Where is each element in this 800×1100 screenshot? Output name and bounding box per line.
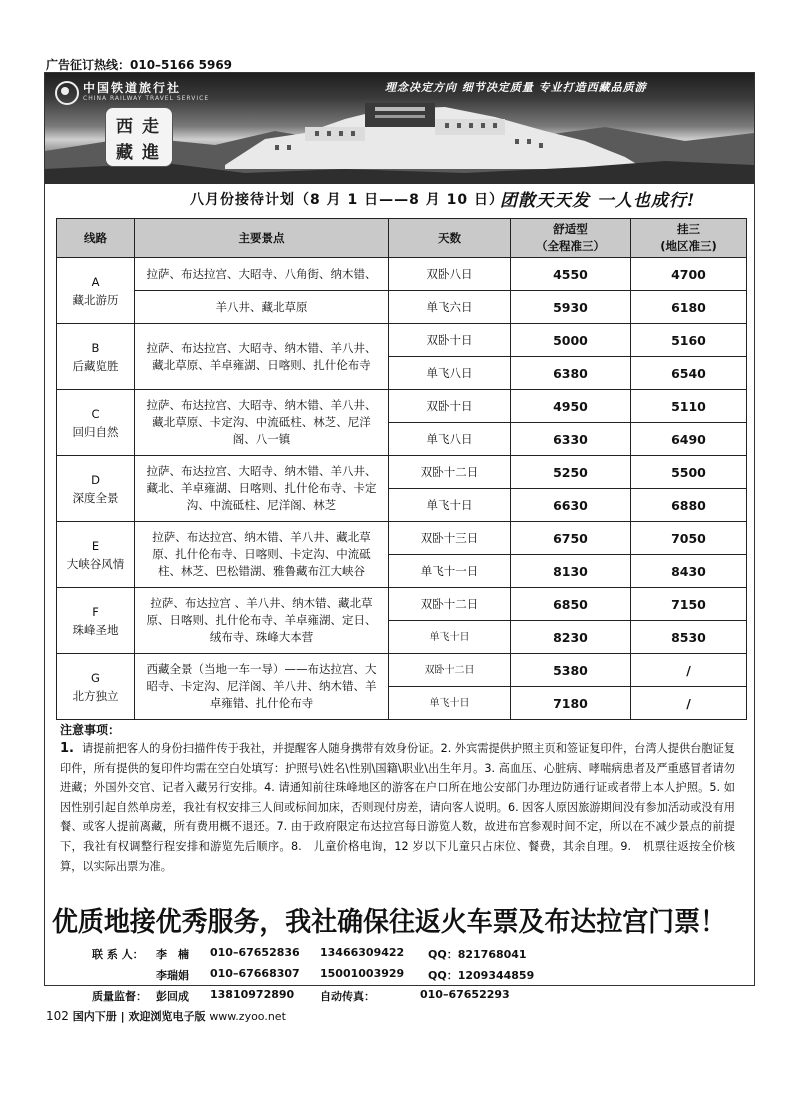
footer-tagline: 欢迎浏览电子版 [128,1010,206,1023]
page-number: 102 [46,1009,69,1023]
price-comfort: 5930 [511,291,631,324]
contact-phone: 010–67668307 [210,967,300,980]
days-cell: 单飞八日 [389,423,511,456]
header-comfort: 舒适型 （全程准三） [511,219,631,258]
contact-mobile: 15001003929 [320,967,405,980]
days-cell: 单飞十一日 [389,555,511,588]
days-cell: 双卧十日 [389,324,511,357]
price-gua: 8430 [631,555,747,588]
days-cell: 单飞六日 [389,291,511,324]
table-row [57,522,747,555]
banner-slogan: 理念决定方向 细节决定质量 专业打造西藏品质游 [385,81,647,94]
header-sights: 主要景点 [135,219,389,258]
days-cell: 双卧十日 [389,390,511,423]
price-comfort: 6850 [511,588,631,621]
supervisor-name: 彭回成 [156,990,189,1003]
section-name: 国内下册 [72,1010,117,1023]
notes-body [60,739,735,876]
days-cell: 双卧十二日 [389,588,511,621]
price-gua: 8530 [631,621,747,654]
header-gua: 挂三 (地区准三) [631,219,747,258]
sights-cell: 拉萨、布达拉宫 、羊八井、纳木错、藏北草原、日喀则、扎什伦布寺、羊卓雍湖、定日、绒布寺、珠峰大本营 [135,588,389,654]
price-comfort: 6750 [511,522,631,555]
price-gua: 6540 [631,357,747,390]
price-gua: 6490 [631,423,747,456]
sights-cell: 拉萨、布达拉宫、大昭寺、八角街、纳木错、 [135,258,389,291]
table-row [57,390,747,423]
route-cell: B 后藏览胜 [57,324,135,390]
days-cell: 单飞十日 [389,489,511,522]
table-row [57,588,747,621]
price-gua: / [631,687,747,720]
route-cell: C 回归自然 [57,390,135,456]
route-cell: A 藏北游历 [57,258,135,324]
sights-cell: 羊八井、藏北草原 [135,291,389,324]
price-gua: 6880 [631,489,747,522]
price-gua: 6180 [631,291,747,324]
price-comfort: 8130 [511,555,631,588]
plan-title: 八月份接待计划（8 月 1 日——8 月 10 日） [190,192,504,208]
price-comfort: 6630 [511,489,631,522]
contact-phone: 010–67652836 [210,946,300,959]
contact-qq: QQ：1209344859 [428,969,535,982]
seal-char: 進 [142,143,159,163]
table-row [57,324,747,357]
sights-cell: 拉萨、布达拉宫、大昭寺、纳木错、羊八井、藏北草原、卡定沟、中流砥柱、林芝、尼洋阁、八一镇 [135,390,389,456]
route-cell: F 珠峰圣地 [57,588,135,654]
notes-number: 1. [60,741,74,756]
days-cell: 双卧十三日 [389,522,511,555]
company-name-en: CHINA RAILWAY TRAVEL SERVICE [83,95,210,102]
sights-cell: 西藏全景（当地一车一导）——布达拉宫、大昭寺、卡定沟、尼洋阁、羊八井、纳木错、羊卓雍错、扎什伦布寺 [135,654,389,720]
price-gua: 5500 [631,456,747,489]
table-header-row [57,219,747,258]
days-cell: 单飞十日 [389,621,511,654]
banner [45,73,754,184]
page-footer [46,1008,286,1024]
sights-cell: 拉萨、布达拉宫、大昭寺、纳木错、羊八井、藏北、羊卓雍湖、日喀则、扎什伦布寺、卡定沟、中流砥柱、尼洋阁、林芝 [135,456,389,522]
supervise-label: 质量监督： [92,990,147,1003]
price-gua: 4700 [631,258,747,291]
contact-mobile: 13466309422 [320,946,405,959]
fax-number: 010–67652293 [420,988,510,1001]
tour-price-table [56,218,747,720]
company-name-cn: 中国铁道旅行社 [83,81,182,95]
seal-char: 藏 [116,143,133,163]
price-comfort: 5250 [511,456,631,489]
price-gua: 5160 [631,324,747,357]
price-gua: 7150 [631,588,747,621]
table-row [57,291,747,324]
table-row [57,654,747,687]
price-gua: / [631,654,747,687]
sights-cell: 拉萨、布达拉宫、大昭寺、纳木错、羊八井、藏北草原、羊卓雍湖、日喀则、扎什伦布寺 [135,324,389,390]
website-link[interactable]: www.zyoo.net [209,1010,286,1023]
company-logo-icon [55,81,79,105]
route-cell: G 北方独立 [57,654,135,720]
header-days: 天数 [389,219,511,258]
contact-label: 联 系 人： [92,948,144,961]
days-cell: 双卧八日 [389,258,511,291]
days-cell: 单飞八日 [389,357,511,390]
route-cell: D 深度全景 [57,456,135,522]
price-gua: 7050 [631,522,747,555]
seal-badge [105,107,173,167]
route-cell: E 大峡谷风情 [57,522,135,588]
service-guarantee: 优质地接优秀服务，我社确保往返火车票及布达拉宫门票！ [52,907,726,938]
footer-divider: | [120,1010,125,1023]
ad-hotline: 广告征订热线：010–5166 5969 [46,58,233,72]
seal-char: 走 [142,117,159,137]
price-comfort: 6380 [511,357,631,390]
price-comfort: 7180 [511,687,631,720]
days-cell: 双卧十二日 [389,456,511,489]
table-row [57,456,747,489]
contact-person: 李 楠 [156,948,189,961]
table-row [57,258,747,291]
price-comfort: 5000 [511,324,631,357]
seal-char: 西 [116,117,133,137]
fax-label: 自动传真： [320,990,375,1003]
price-comfort: 4950 [511,390,631,423]
contact-qq: QQ：821768041 [428,948,527,961]
contact-person: 李瑞娟 [156,969,189,982]
price-comfort: 6330 [511,423,631,456]
sights-cell: 拉萨、布达拉宫、纳木错、羊八井、藏北草原、扎什伦布寺、日喀则、卡定沟、中流砥柱、林芝、巴松错湖、雅鲁藏布江大峡谷 [135,522,389,588]
days-cell: 双卧十二日 [389,654,511,687]
supervisor-phone: 13810972890 [210,988,295,1001]
price-gua: 5110 [631,390,747,423]
notes-text: 请提前把客人的身份扫描件传于我社，并提醒客人随身携带有效身份证。2. 外宾需提供护照主页和签证复印件，台湾人提供台胞证复印件，所有提供的复印件均需在空白处填写：护照号\姓名\性别\国籍\职业\出生年月。3. 高血压、心脏病、哮喘病患者及严重感冒者请勿进藏；外国外交官、记者入藏另行安排。4. 请通知前往珠峰地区的游客在户口所在地公安部门办理边防通行证或者带上本人护照。5. 如因性别引起自然单房差，我社有权安排三人间或标间加床，否则现付房差，请向客人说明。6. 因客人原因旅游期间没有参加活动或没有用餐、或客人提前离藏，所有费用概不退还。7. 由于政府限定布达拉宫每日游览人数，故进布宫参观时间不定，所以在不减少景点的前提下，我社有权调整行程安排和游览先后顺序。8. 儿童价格电询，12 岁以下儿童只占床位、餐费，其余自理。9. 机票往返按全价核算，以实际出票为准。 [60,742,735,873]
price-comfort: 5380 [511,654,631,687]
header-route: 线路 [57,219,135,258]
notes-title: 注意事项： [60,723,121,737]
price-comfort: 4550 [511,258,631,291]
price-comfort: 8230 [511,621,631,654]
plan-slogan: 团散天天发 一人也成行! [500,191,696,211]
days-cell: 单飞十日 [389,687,511,720]
